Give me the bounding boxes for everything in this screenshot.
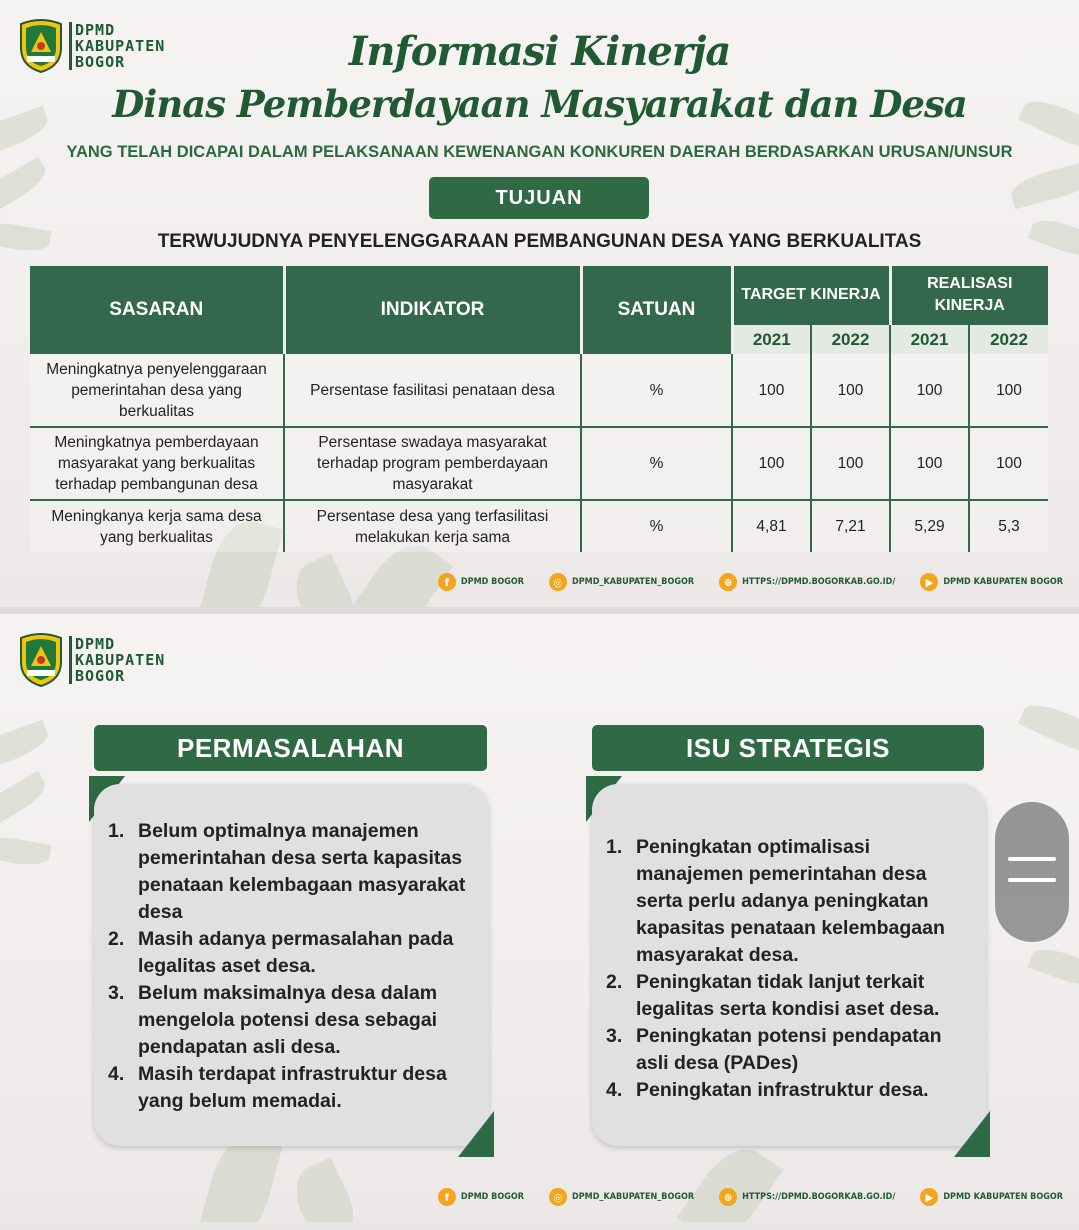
table-row [30, 427, 1048, 500]
website-label: HTTPS://DPMD.BOGORKAB.GO.ID/ [742, 1192, 896, 1202]
cell-realisasi-2022: 100 [969, 427, 1048, 500]
social-footer [420, 1188, 1063, 1206]
youtube-icon: ▶ [920, 573, 938, 591]
list-text: Belum maksimalnya desa dalam mengelola potensi desa sebagai pendapatan asli desa. [138, 982, 438, 1058]
cell-target-2022: 100 [811, 427, 890, 500]
footer-youtube[interactable] [920, 573, 1063, 591]
bogor-seal-icon [17, 632, 65, 688]
instagram-label: DPMD_KABUPATEN_BOGOR [571, 1192, 695, 1202]
logo-line-1: DPMD [75, 21, 116, 39]
permasalahan-list [108, 818, 474, 1115]
table-row [30, 500, 1048, 552]
list-number: 2. [108, 928, 125, 950]
list-number: 1. [108, 820, 125, 842]
list-item [606, 834, 972, 969]
cell-target-2022: 100 [811, 354, 890, 427]
decorative-leaf [1018, 696, 1079, 761]
menu-handle-button[interactable] [995, 802, 1069, 942]
kinerja-table [30, 266, 1048, 552]
cell-realisasi-2022: 5,3 [969, 500, 1048, 552]
list-text: Peningkatan potensi pendapatan asli desa (PADes) [636, 1025, 942, 1074]
instagram-icon: ◎ [549, 1188, 567, 1206]
isu-strategis-card [592, 784, 986, 1146]
footer-facebook[interactable] [438, 1188, 524, 1206]
decorative-leaf [0, 157, 51, 220]
dpmd-logo [17, 632, 165, 688]
cell-indikator: Persentase fasilitasi penataan desa [284, 354, 581, 427]
header-satuan: SATUAN [581, 266, 732, 354]
cell-target-2021: 4,81 [732, 500, 811, 552]
logo-line-3: BOGOR [75, 667, 126, 685]
tujuan-label: TUJUAN [429, 177, 649, 219]
page-title-line-1: Informasi Kinerja [348, 28, 731, 75]
facebook-label: DPMD BOGOR [460, 1192, 524, 1202]
list-item [108, 1061, 474, 1115]
corner-accent [954, 1111, 990, 1157]
cell-indikator: Persentase desa yang terfasilitasi melakukan kerja sama [284, 500, 581, 552]
header-target-kinerja: TARGET KINERJA [732, 266, 890, 324]
footer-instagram[interactable] [549, 573, 694, 591]
footer-facebook[interactable] [438, 573, 524, 591]
list-number: 4. [606, 1079, 623, 1101]
isu-strategis-title: ISU STRATEGIS [592, 725, 984, 771]
list-item [108, 980, 474, 1061]
list-number: 3. [108, 982, 125, 1004]
list-number: 1. [606, 836, 623, 858]
page-title-line-2: Dinas Pemberdayaan Masyarakat dan Desa [112, 82, 967, 126]
list-number: 2. [606, 971, 623, 993]
menu-bar-icon [1008, 878, 1056, 882]
table-row [30, 354, 1048, 427]
facebook-icon: f [438, 1188, 456, 1206]
cell-sasaran: Meningkatnya pemberdayaan masyarakat yang berkualitas terhadap pembangunan desa [30, 427, 284, 500]
list-number: 4. [108, 1063, 125, 1085]
list-item [606, 1023, 972, 1077]
cell-indikator: Persentase swadaya masyarakat terhadap program pemberdayaan masyarakat [284, 427, 581, 500]
permasalahan-title: PERMASALAHAN [94, 725, 487, 771]
slide-permasalahan-isu [0, 614, 1079, 1222]
youtube-label: DPMD KABUPATEN BOGOR [943, 1192, 1063, 1202]
globe-icon: ⊕ [719, 1188, 737, 1206]
header-year-target-2022: 2022 [811, 324, 890, 354]
social-footer [420, 573, 1063, 591]
footer-instagram[interactable] [549, 1188, 694, 1206]
logo-line-2: KABUPATEN [75, 651, 166, 669]
decorative-leaf [1008, 159, 1079, 209]
cell-target-2021: 100 [732, 427, 811, 500]
cell-target-2022: 7,21 [811, 500, 890, 552]
list-number: 3. [606, 1025, 623, 1047]
facebook-icon: f [438, 573, 456, 591]
footer-youtube[interactable] [920, 1188, 1063, 1206]
header-year-realisasi-2022: 2022 [969, 324, 1048, 354]
footer-website[interactable] [719, 573, 895, 591]
decorative-leaf [0, 833, 52, 869]
instagram-icon: ◎ [549, 573, 567, 591]
cell-satuan: % [581, 427, 732, 500]
header-year-target-2021: 2021 [732, 324, 811, 354]
header-indikator: INDIKATOR [284, 266, 581, 354]
cell-satuan: % [581, 354, 732, 427]
cell-sasaran: Meningkatnya penyelenggaraan pemerintahan desa yang berkualitas [30, 354, 284, 427]
header-sasaran: SASARAN [30, 266, 284, 354]
cell-realisasi-2021: 100 [890, 427, 969, 500]
list-item [606, 1077, 972, 1104]
cell-target-2021: 100 [732, 354, 811, 427]
list-text: Peningkatan infrastruktur desa. [636, 1079, 929, 1101]
list-item [108, 926, 474, 980]
decorative-leaf [677, 1136, 784, 1222]
isu-strategis-list [606, 834, 972, 1104]
menu-bar-icon [1008, 857, 1056, 861]
list-text: Masih terdapat infrastruktur desa yang belum memadai. [138, 1063, 447, 1112]
slide-informasi-kinerja [0, 0, 1079, 607]
cell-realisasi-2022: 100 [969, 354, 1048, 427]
logo-line-2: KABUPATEN [75, 37, 166, 55]
list-text: Masih adanya permasalahan pada legalitas aset desa. [138, 928, 454, 977]
logo-text [69, 636, 165, 684]
list-text: Belum optimalnya manajemen pemerintahan desa serta kapasitas penataan kelembagaan masyarakat desa [138, 820, 466, 923]
slide-divider [0, 607, 1079, 614]
website-label: HTTPS://DPMD.BOGORKAB.GO.ID/ [742, 577, 896, 587]
permasalahan-card [94, 784, 489, 1146]
footer-website[interactable] [719, 1188, 895, 1206]
decorative-leaf [0, 719, 52, 776]
youtube-icon: ▶ [920, 1188, 938, 1206]
list-item [606, 969, 972, 1023]
decorative-leaf [285, 1157, 364, 1222]
facebook-label: DPMD BOGOR [460, 577, 524, 587]
logo-line-1: DPMD [75, 635, 116, 653]
header-realisasi-kinerja: REALISASI KINERJA [890, 266, 1048, 324]
tujuan-text: TERWUJUDNYA PENYELENGGARAAN PEMBANGUNAN DESA YANG BERKUALITAS [157, 231, 922, 252]
globe-icon: ⊕ [719, 573, 737, 591]
decorative-leaf [1028, 943, 1079, 991]
corner-accent [458, 1111, 494, 1157]
decorative-leaf [0, 771, 51, 834]
decorative-leaf [285, 553, 364, 607]
cell-satuan: % [581, 500, 732, 552]
list-text: Peningkatan tidak lanjut terkait legalitas serta kondisi aset desa. [636, 971, 940, 1020]
header-year-realisasi-2021: 2021 [890, 324, 969, 354]
instagram-label: DPMD_KABUPATEN_BOGOR [571, 577, 695, 587]
list-item [108, 818, 474, 926]
cell-realisasi-2021: 100 [890, 354, 969, 427]
cell-sasaran: Meningkanya kerja sama desa yang berkualitas [30, 500, 284, 552]
logo-line-3: BOGOR [75, 53, 126, 71]
youtube-label: DPMD KABUPATEN BOGOR [943, 577, 1063, 587]
page-subtitle: YANG TELAH DICAPAI DALAM PELAKSANAAN KEWENANGAN KONKUREN DAERAH BERDASARKAN URUSAN/UNSUR [66, 143, 1013, 161]
cell-realisasi-2021: 5,29 [890, 500, 969, 552]
list-text: Peningkatan optimalisasi manajemen pemerintahan desa serta perlu adanya peningkatan kapasitas penataan kelembagaan masyarakat desa. [636, 836, 945, 966]
